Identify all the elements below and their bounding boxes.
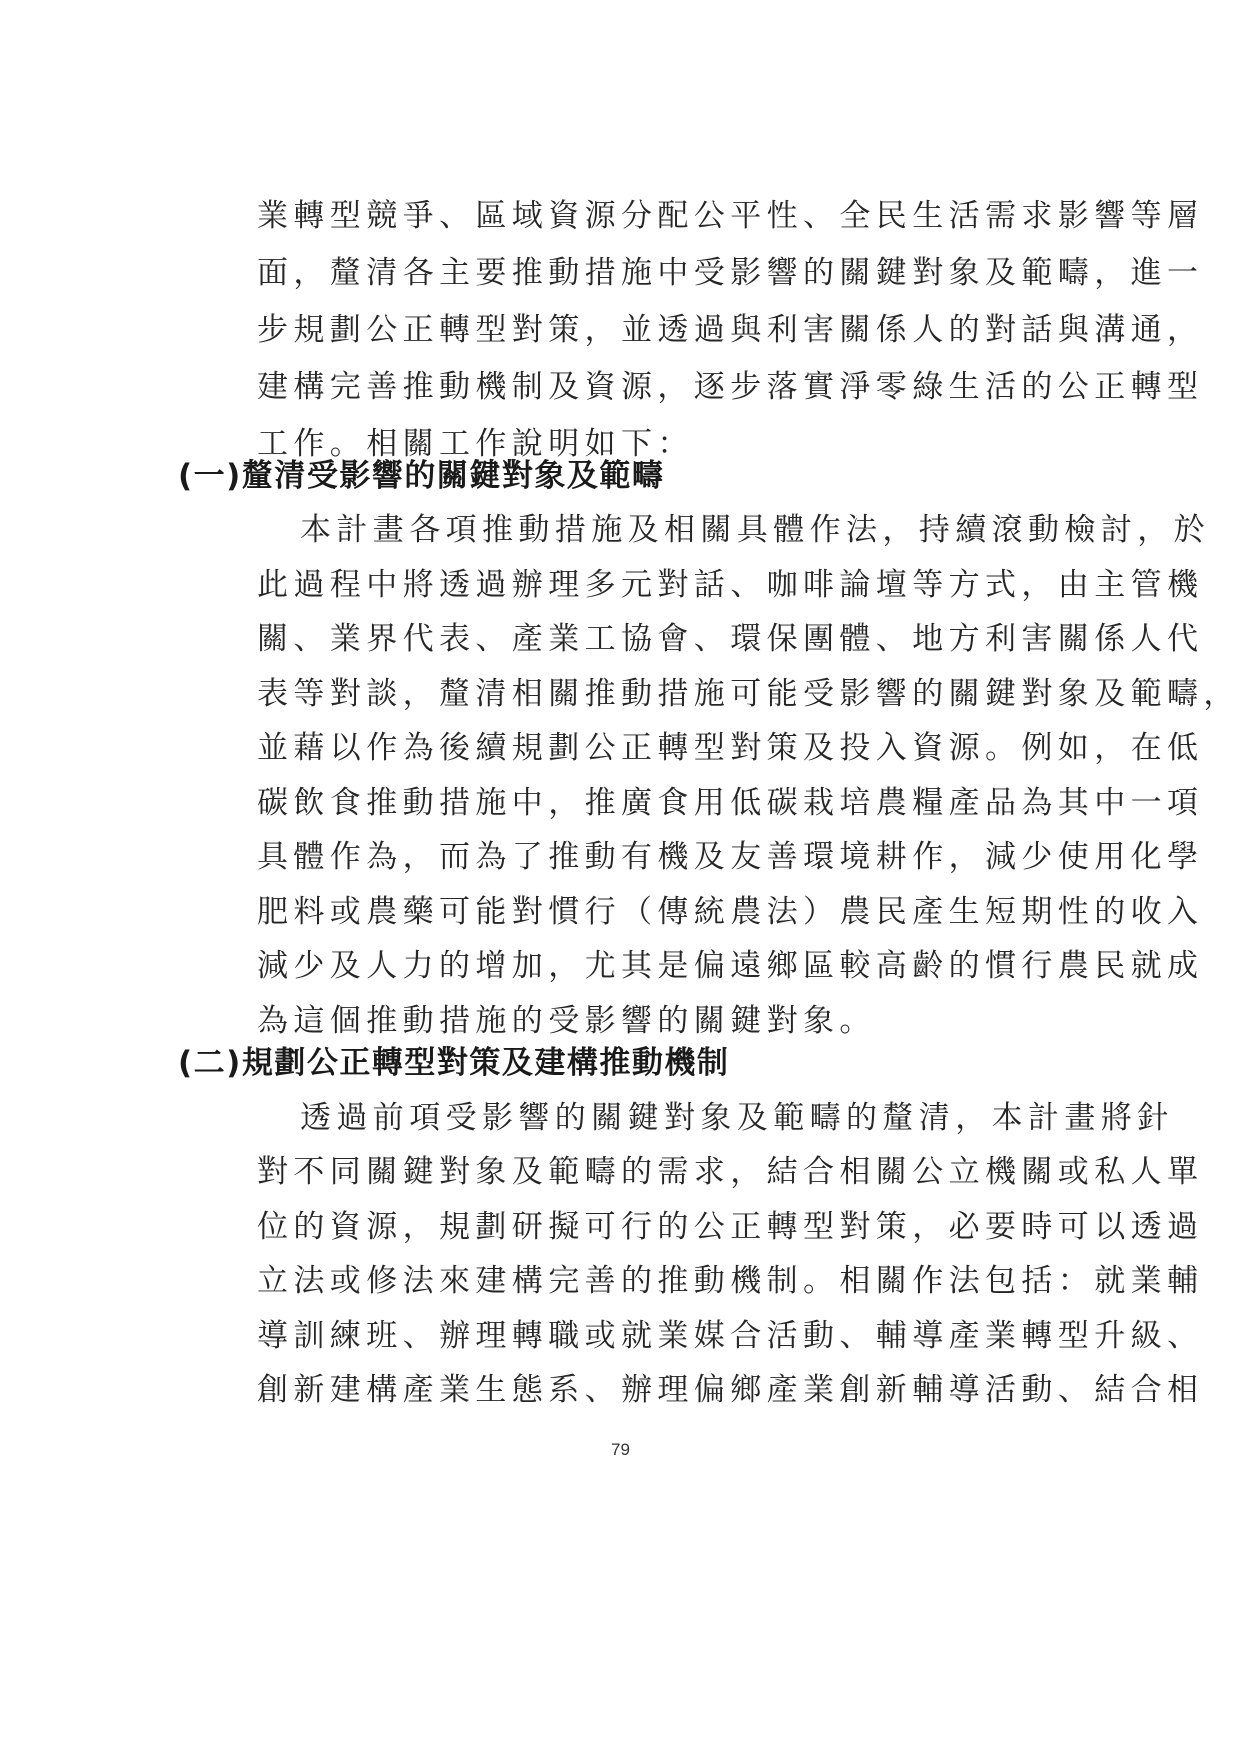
- section-1-line-9: 減少及人力的增加，尤其是偏遠鄉區較高齡的慣行農民就成: [257, 948, 1204, 984]
- intro-line-4: 建構完善推動機制及資源，逐步落實淨零綠生活的公正轉型: [257, 369, 1204, 405]
- section-2-line-5: 導訓練班、辦理轉職或就業媒合活動、輔導產業轉型升級、: [257, 1318, 1204, 1354]
- section-2-line-2: 對不同關鍵對象及範疇的需求，結合相關公立機關或私人單: [257, 1154, 1204, 1190]
- section-2-line-3: 位的資源，規劃研擬可行的公正轉型對策，必要時可以透過: [257, 1209, 1204, 1245]
- section-1-line-5: 並藉以作為後續規劃公正轉型對策及投入資源。例如，在低: [257, 730, 1204, 766]
- section-1-heading: (一)釐清受影響的關鍵對象及範疇: [178, 458, 665, 494]
- section-1-line-2: 此過程中將透過辦理多元對話、咖啡論壇等方式，由主管機: [257, 567, 1204, 603]
- section-2-heading: (二)規劃公正轉型對策及建構推動機制: [178, 1045, 730, 1081]
- section-1-line-8: 肥料或農藥可能對慣行（傳統農法）農民產生短期性的收入: [257, 894, 1204, 930]
- intro-line-1: 業轉型競爭、區域資源分配公平性、全民生活需求影響等層: [257, 198, 1204, 234]
- intro-line-3: 步規劃公正轉型對策，並透過與利害關係人的對話與溝通，: [257, 312, 1204, 348]
- section-1-line-7: 具體作為，而為了推動有機及友善環境耕作，減少使用化學: [257, 839, 1204, 875]
- section-1-line-10: 為這個推動措施的受影響的關鍵對象。: [257, 1003, 876, 1039]
- section-1-line-4: 表等對談，釐清相關推動措施可能受影響的關鍵對象及範疇，: [257, 676, 1240, 712]
- intro-line-5: 工作。相關工作說明如下：: [257, 426, 694, 462]
- section-1-line-1: 本計畫各項推動措施及相關具體作法，持續滾動檢討，於: [300, 512, 1210, 548]
- section-1-line-6: 碳飲食推動措施中，推廣食用低碳栽培農糧產品為其中一項: [257, 785, 1204, 821]
- section-2-line-6: 創新建構產業生態系、辦理偏鄉產業創新輔導活動、結合相: [257, 1372, 1204, 1408]
- section-2-line-4: 立法或修法來建構完善的推動機制。相關作法包括：就業輔: [257, 1263, 1204, 1299]
- page-number: 79: [611, 1440, 630, 1459]
- intro-line-2: 面，釐清各主要推動措施中受影響的關鍵對象及範疇，進一: [257, 255, 1204, 291]
- section-2-line-1: 透過前項受影響的關鍵對象及範疇的釐清，本計畫將針: [300, 1100, 1174, 1136]
- section-1-line-3: 關、業界代表、產業工協會、環保團體、地方利害關係人代: [257, 621, 1204, 657]
